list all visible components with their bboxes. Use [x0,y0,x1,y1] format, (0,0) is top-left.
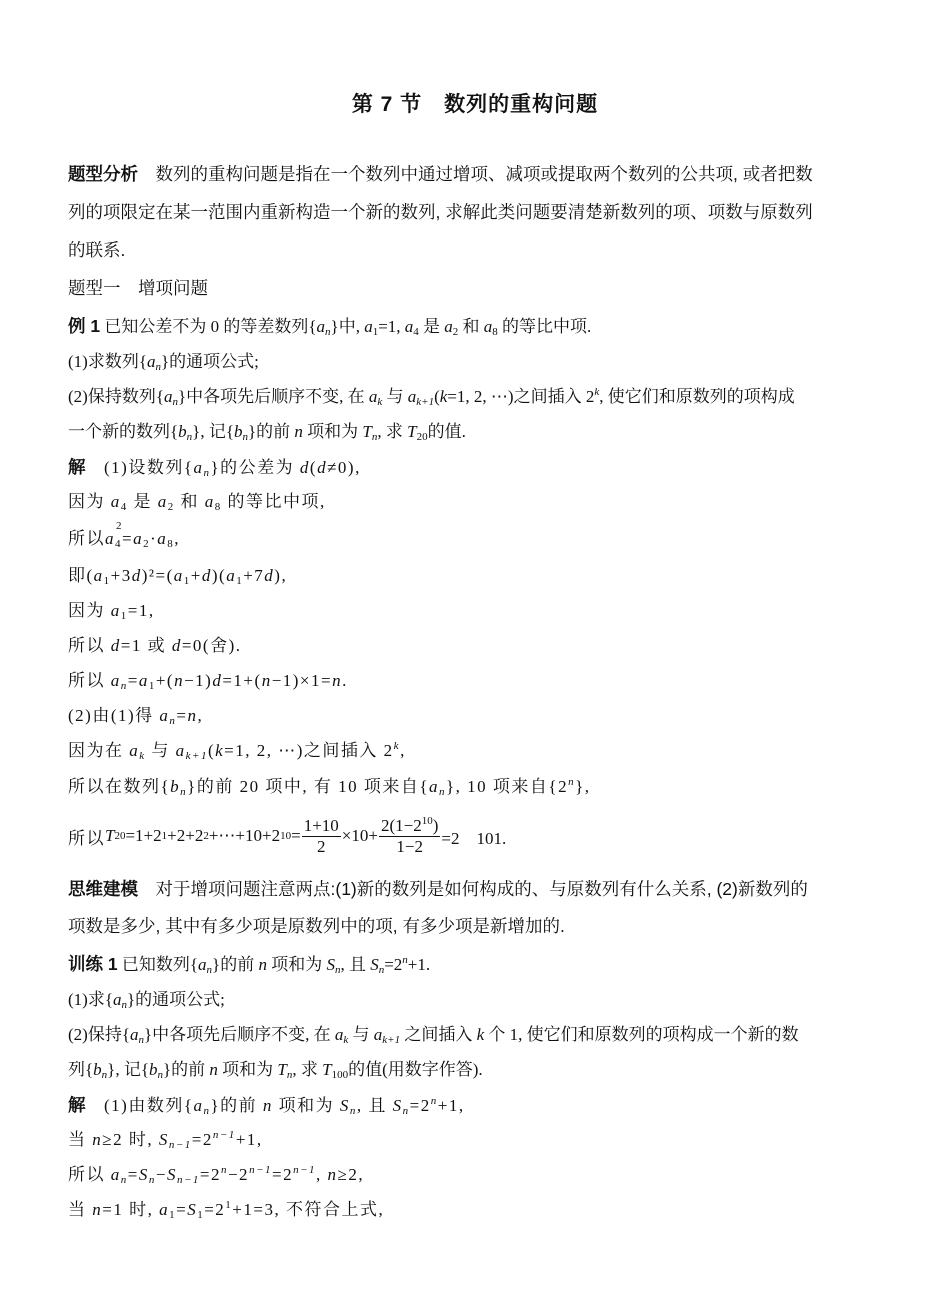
page-title: 第 7 节 数列的重构问题 [351,93,599,116]
solution-1-line-5: 因为 $a_1=1$, [68,601,155,622]
example-1-question-2-cont: 一个新的数列$\{b_n\}$, 记$\{b_n\}$的前 n 项和为 $T_n$, 求 $T_{20}$的值. [68,422,466,443]
thinking-line-2: 项数是多少, 其中有多少项是原数列中的项, 有多少项是新增加的. [68,916,565,936]
solution-2-label: 解 [68,1095,86,1115]
example-1-statement: 例 1 已知公差不为 0 的等差数列$\{a_n\}$中, $a_1=1$, $a_4$ 是 $a_2$ 和 $a_8$ 的等比中项. [68,316,592,338]
example-1-label: 例 1 [68,316,101,336]
intro-line-1 [68,163,884,185]
solution-1-label: 解 [68,457,86,477]
exercise-1-question-2-cont: 列$\{b_n\}$, 记$\{b_n\}$的前 n 项和为 $T_n$, 求 $T_{100}$的值(用数字作答). [68,1060,483,1081]
fraction-1: $\frac{1+10}{2}$ [303,815,339,856]
solution-1-sum-formula: 所以 T 20 =1+2 1 +2+2 2 +⋯+10+2 10 = $\frac{1+10}{2}$ ×10+ $\frac{2(1-2^{10})}{1-2}$ =2 101. [68,814,507,856]
solution-2-line-2: 当 n≥2 时, $S_{n-1}=2^{n-1}+1$, [68,1129,263,1151]
solution-1-line-1: 解 (1)设数列$\{a_n\}$的公差为 d(d≠0), [68,457,361,479]
thinking-label: 思维建模 [68,879,156,899]
solution-1-line-3: 所以a 2 $_4=a_2\cdot a_8$, [68,520,181,550]
solution-1-line-4: 即$(a_1+3d)^2=(a_1+d)(a_1+7d)$, [68,566,288,587]
intro-line-2: 列的项限定在某一范围内重新构造一个新的数列, 求解此类问题要清楚新数列的项、项数与原数列 [68,202,813,222]
intro-label: 题型分析 [68,164,156,184]
fraction-2: $\frac{2(1-2^{10})}{1-2}$ [380,814,439,856]
example-1-question-2: (2)保持数列$\{a_n\}$中各项先后顺序不变, 在 $a_k$ 与 $a_{k+1}(k=1$, 2, ⋯)之间插入 2$^k$, 使它们和原数列的项构成 [68,386,795,408]
intro-line-3: 的联系. [68,240,126,260]
solution-1-line-6: 所以 d=1 或 d=0(舍). [68,636,242,655]
solution-1-line-8: (2)由(1)得 $a_n=n$, [68,706,204,727]
section-heading-1: 题型一 增项问题 [68,278,208,298]
exercise-1-statement: 训练 1 已知数列$\{a_n\}$的前 n 项和为 $S_n$, 且 $S_n=2^n+1$. [68,954,431,976]
solution-1-line-10: 所以在数列$\{b_n\}$的前 20 项中, 有 10 项来自$\{a_n\}$, 10 项来自{2$^n$}, [68,776,591,798]
thinking-line-1: 思维建模 对于增项问题注意两点:(1)新的数列是如何构成的、与原数列有什么关系, (2)新数列的 [68,879,808,899]
solution-1-line-2: 因为 $a_4$ 是 $a_2$ 和 $a_8$ 的等比中项, [68,492,326,513]
solution-1-line-7: 所以 $a_n=a_1+(n-1)d=1+(n-1)\times 1=n$. [68,671,348,692]
exercise-1-question-1: (1)求$\{a_n\}$的通项公式; [68,990,225,1011]
solution-1-line-9: 因为在 $a_k$ 与 $a_{k+1}(k=1$, 2, ⋯)之间插入 2$^k$, [68,740,406,762]
intro-text-1: 数列的重构问题是指在一个数列中通过增项、减项或提取两个数列的公共项, 或者把数 [155,164,813,184]
solution-2-line-4: 当 n=1 时, $a_1=S_1=2^1+1=3$, 不符合上式, [68,1199,385,1221]
solution-2-line-3: 所以 $a_n=S_n-S_{n-1}=2^n-2^{n-1}=2^{n-1}$, n≥2, [68,1164,365,1186]
exercise-1-question-2: (2)保持$\{a_n\}$中各项先后顺序不变, 在 $a_k$ 与 $a_{k+1}$ 之间插入 k 个 1, 使它们和原数列的项构成一个新的数 [68,1025,799,1046]
example-1-question-1: (1)求数列$\{a_n\}$的通项公式; [68,352,259,373]
exercise-1-label: 训练 1 [68,954,118,974]
solution-2-line-1: 解 (1)由数列$\{a_n\}$的前 n 项和为 $S_n$, 且 $S_n=2^n+1$, [68,1095,465,1117]
